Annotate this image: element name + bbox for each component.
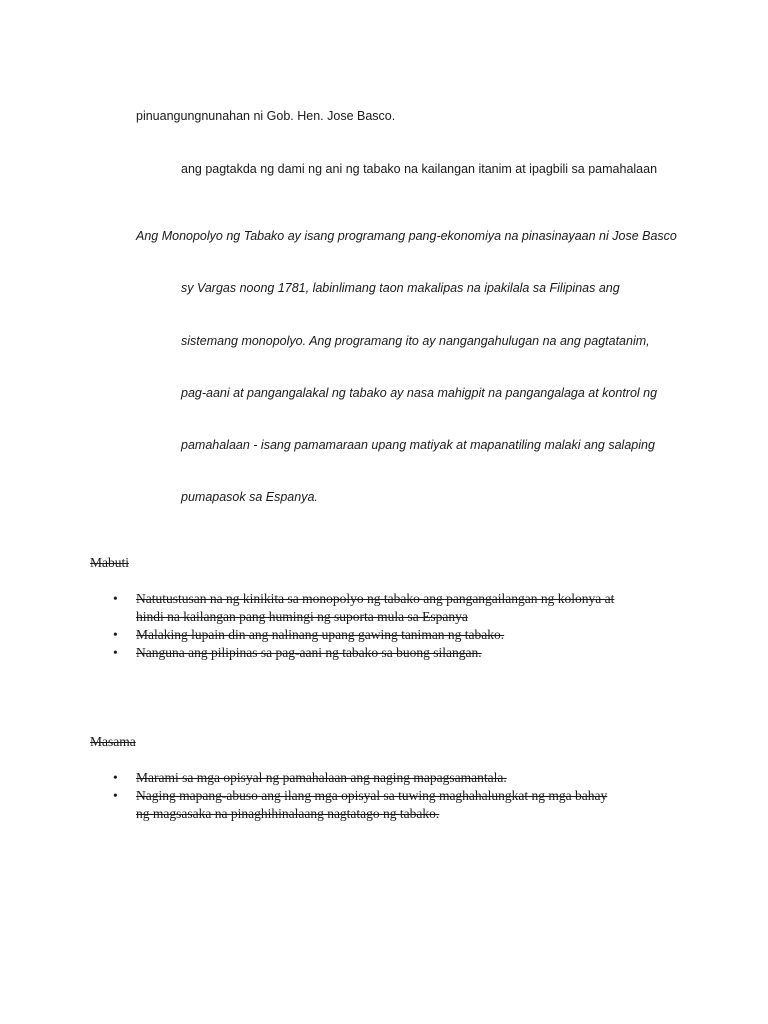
list-item bbox=[113, 787, 683, 823]
list-item-text: Naging mapang-abuso ang ilang mga opisyal sa tuwing maghahalungkat ng mga bahay bbox=[136, 788, 608, 803]
intro-line-1: pinuangungnunahan ni Gob. Hen. Jose Basco. bbox=[136, 109, 396, 123]
intro-line-2: ang pagtakda ng dami ng ani ng tabako na kailangan itanim at ipagbili sa pamahalaan bbox=[181, 162, 658, 176]
list-item bbox=[113, 769, 683, 787]
paragraph-line: pumapasok sa Espanya. bbox=[181, 490, 318, 504]
mabuti-list bbox=[113, 590, 683, 662]
list-item-text-cont: ng magsasaka na pinaghihinalaang nagtatago ng tabako. bbox=[136, 806, 440, 821]
bullet-icon: • bbox=[113, 627, 118, 642]
bullet-icon: • bbox=[113, 770, 118, 785]
paragraph-line: pamahalaan - isang pamamaraan upang matiyak at mapanatiling malaki ang salaping bbox=[181, 438, 655, 452]
list-item-text: Malaking lupain din ang nalinang upang gawing taniman ng tabako. bbox=[136, 627, 505, 642]
mabuti-heading: Mabuti bbox=[90, 555, 129, 570]
bullet-icon: • bbox=[113, 591, 118, 606]
list-item bbox=[113, 644, 683, 662]
list-item bbox=[113, 626, 683, 644]
paragraph-line: pag-aani at pangangalakal ng tabako ay nasa mahigpit na pangangalaga at kontrol ng bbox=[181, 386, 658, 400]
bullet-icon: • bbox=[113, 645, 118, 660]
paragraph-line: Ang Monopolyo ng Tabako ay isang programang pang-ekonomiya na pinasinayaan ni Jose Basco bbox=[136, 229, 677, 243]
masama-heading: Masama bbox=[90, 734, 136, 749]
masama-list bbox=[113, 769, 683, 823]
list-item-text: Nanguna ang pilipinas sa pag-aani ng tabako sa buong silangan. bbox=[136, 645, 482, 660]
list-item-text: Natutustusan na ng kinikita sa monopolyo ng tabako ang pangangailangan ng kolonya at bbox=[136, 591, 615, 606]
list-item bbox=[113, 590, 683, 626]
bullet-icon: • bbox=[113, 788, 118, 803]
paragraph-line: sistemang monopolyo. Ang programang ito ay nangangahulugan na ang pagtatanim, bbox=[181, 334, 650, 348]
list-item-text: Marami sa mga opisyal ng pamahalaan ang naging mapagsamantala. bbox=[136, 770, 507, 785]
list-item-text-cont: hindi na kailangan pang humingi ng suporta mula sa Espanya bbox=[136, 609, 468, 624]
paragraph-line: sy Vargas noong 1781, labinlimang taon makalipas na ipakilala sa Filipinas ang bbox=[181, 281, 620, 295]
